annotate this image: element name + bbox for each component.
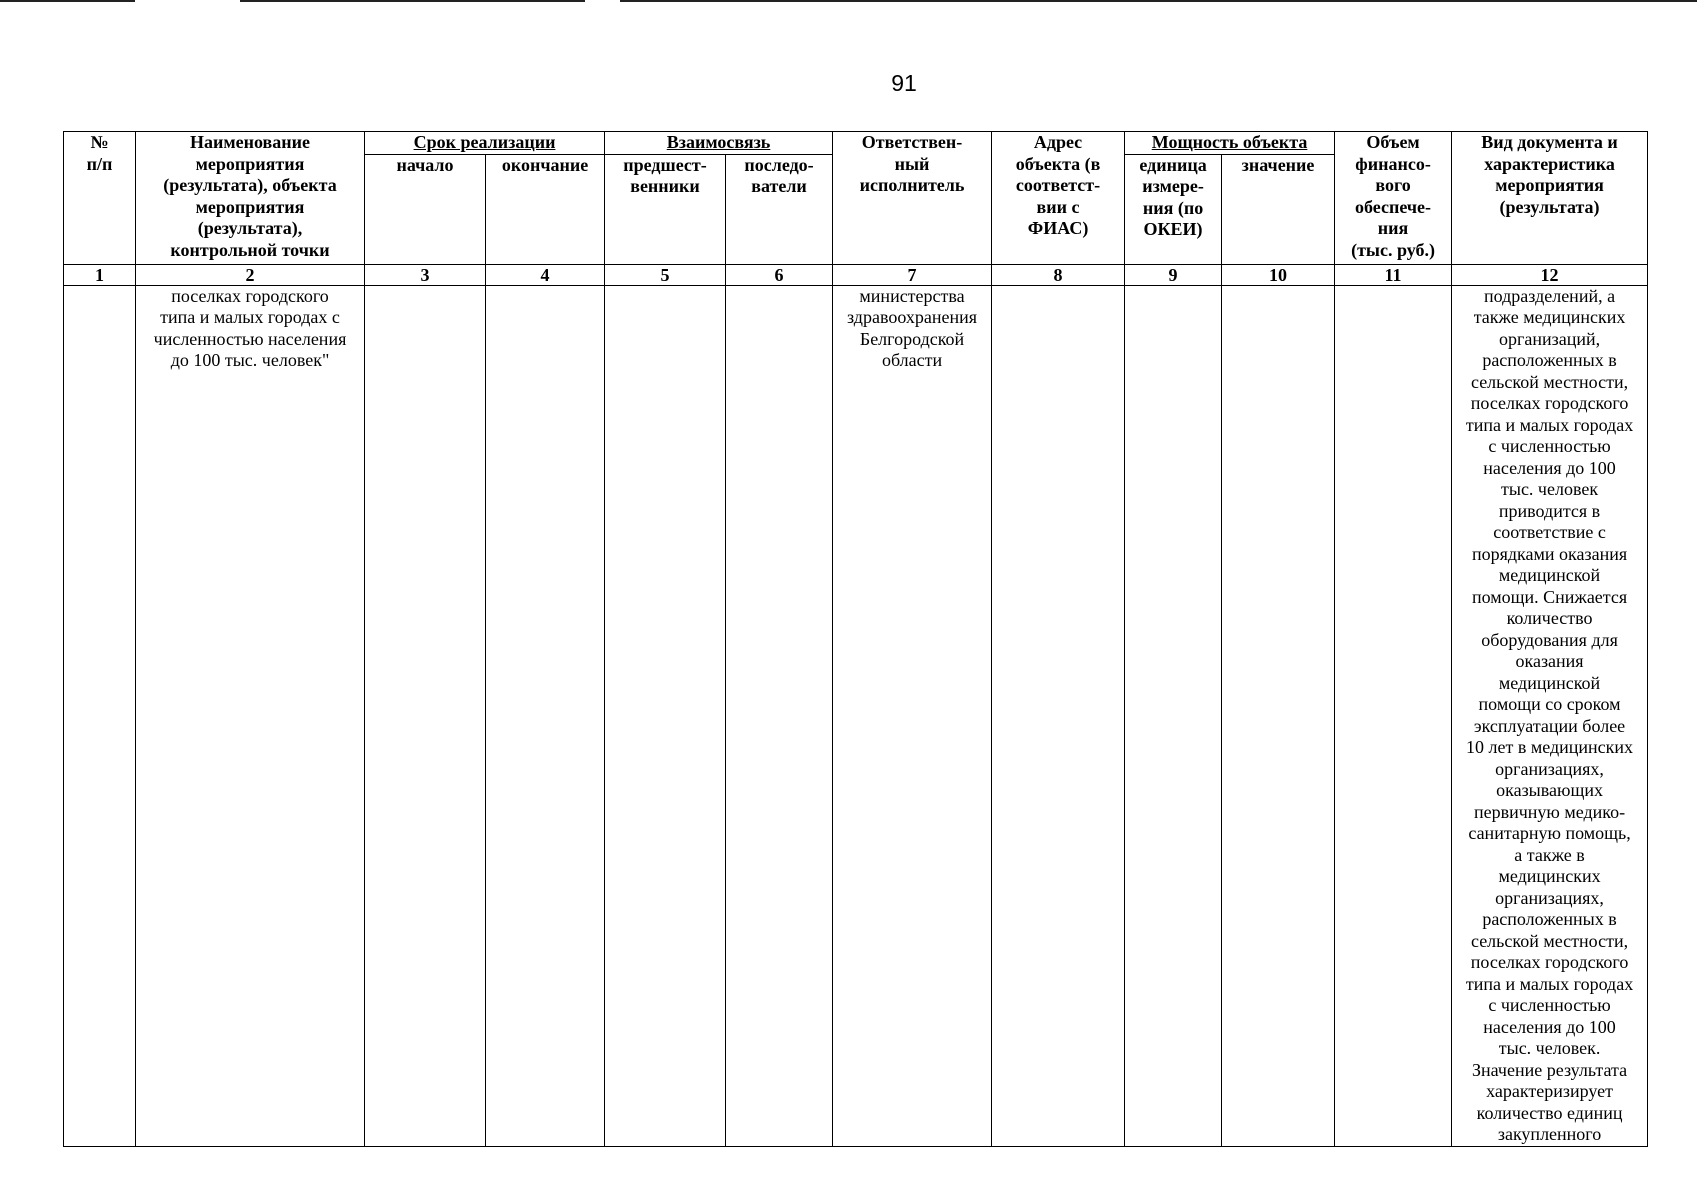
cell-document: подразделений, а также медицинских организаций, расположенных в сельской местности, поселках городского типа и малых городах с численностью населения до 100 тыс. человек приводится в соответствие с порядками оказания медицинской помощи. Снижается количество оборудования для оказания медицинской помощи со сроком эксплуатации более 10 лет в медицинских организациях, оказывающих первичную медико- санитарную помощь, а также в медицинских организациях, расположенных в сельской местности, поселках городского типа и малых городах с численностью населения до 100 тыс. человек. Значение результата характеризирует количество единиц закупленного [1452,285,1648,1146]
cell-name: поселках городского типа и малых городах с численностью населения до 100 тыс. человек" [136,285,365,1146]
cell-number [64,285,136,1146]
column-number: 7 [833,264,992,285]
column-number: 1 [64,264,136,285]
column-number: 12 [1452,264,1648,285]
header-predecessors: предшест- венники [605,154,726,264]
header-responsible: Ответствен- ный исполнитель [833,132,992,265]
column-number: 10 [1222,264,1335,285]
column-number: 6 [726,264,833,285]
activity-table [63,131,1648,1147]
header-group-capacity: Мощность объекта [1125,132,1335,155]
header-start: начало [365,154,486,264]
cell-responsible: министерства здравоохранения Белгородской области [833,285,992,1146]
column-number: 9 [1125,264,1222,285]
scan-edge-line [240,0,585,2]
table-row [64,285,1648,1146]
header-address: Адрес объекта (в соответст- вии с ФИАС) [992,132,1125,265]
column-number: 8 [992,264,1125,285]
header-value: значение [1222,154,1335,264]
header-document: Вид документа и характеристика мероприятия (результата) [1452,132,1648,265]
column-number: 2 [136,264,365,285]
scan-edge-line [620,0,1697,2]
column-number-row [64,264,1648,285]
cell-predecessors [605,285,726,1146]
cell-end [486,285,605,1146]
column-number: 4 [486,264,605,285]
column-number: 11 [1335,264,1452,285]
cell-unit [1125,285,1222,1146]
header-number: № п/п [64,132,136,265]
header-unit: единица измере- ния (по ОКЕИ) [1125,154,1222,264]
header-name: Наименование мероприятия (результата), объекта мероприятия (результата), контрольной точки [136,132,365,265]
cell-successors [726,285,833,1146]
page-number: 91 [891,70,917,96]
cell-address [992,285,1125,1146]
cell-value [1222,285,1335,1146]
table-header-row [64,132,1648,155]
cell-funding [1335,285,1452,1146]
column-number: 5 [605,264,726,285]
header-successors: последо- ватели [726,154,833,264]
cell-start [365,285,486,1146]
column-number: 3 [365,264,486,285]
header-group-term: Срок реализации [365,132,605,155]
header-group-link: Взаимосвязь [605,132,833,155]
scan-edge-line [0,0,135,2]
header-funding: Объем финансо- вого обеспече- ния (тыс. руб.) [1335,132,1452,265]
header-end: окончание [486,154,605,264]
